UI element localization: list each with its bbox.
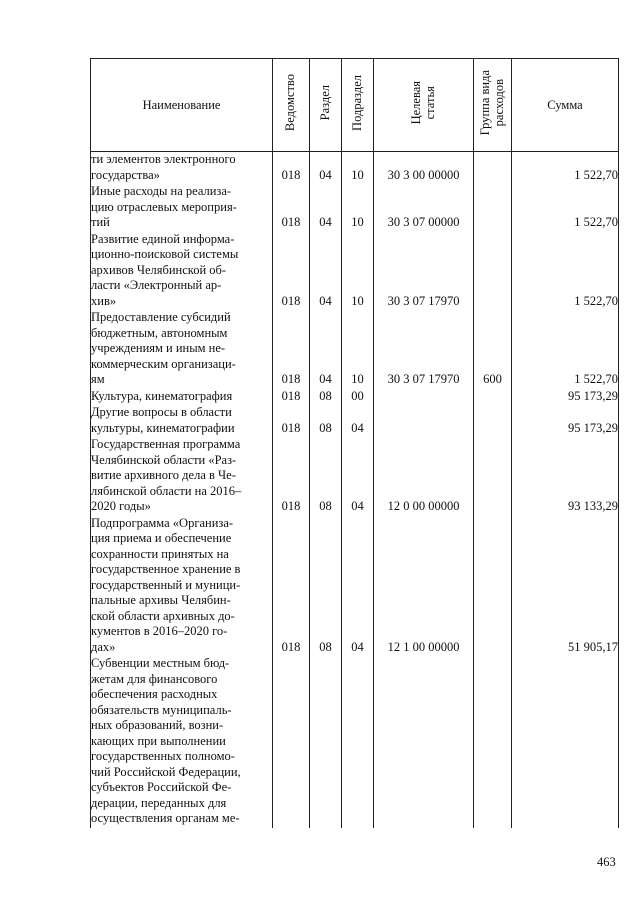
row-name-cell bbox=[91, 232, 273, 311]
row-gruppa-cell bbox=[474, 437, 512, 516]
row-name-cell bbox=[91, 437, 273, 516]
table-row bbox=[91, 389, 619, 406]
row-podrazdel-cell bbox=[342, 656, 374, 828]
row-name-line: ция приема и обеспечение bbox=[91, 531, 232, 545]
table-row bbox=[91, 437, 619, 516]
row-podrazdel-cell: 10 bbox=[342, 232, 374, 311]
row-summa-cell: 1 522,70 bbox=[512, 232, 619, 311]
row-name-line: ти элементов электронного bbox=[91, 152, 236, 166]
row-celevaya-cell: 30 3 07 17970 bbox=[374, 310, 474, 389]
row-name-line: ных образований, возни- bbox=[91, 718, 224, 732]
row-summa-cell: 1 522,70 bbox=[512, 310, 619, 389]
row-ved-cell: 018 bbox=[273, 232, 310, 311]
row-name-line: Другие вопросы в области bbox=[91, 405, 232, 419]
row-summa-cell bbox=[512, 656, 619, 828]
row-name-line: ционно-поисковой системы bbox=[91, 247, 239, 261]
row-razdel-cell: 08 bbox=[310, 516, 342, 657]
row-razdel-cell: 08 bbox=[310, 389, 342, 406]
row-name-line: государственное хранение в bbox=[91, 562, 241, 576]
row-name-line: жетам для финансового bbox=[91, 671, 218, 686]
row-ved-cell: 018 bbox=[273, 310, 310, 389]
row-name-line: обязательств муниципаль- bbox=[91, 702, 232, 717]
row-name-line: кающих при выполнении bbox=[91, 733, 226, 748]
row-gruppa-cell: 600 bbox=[474, 310, 512, 389]
row-celevaya-cell bbox=[374, 656, 474, 828]
row-name-cell bbox=[91, 389, 273, 406]
row-name-line: хив» bbox=[91, 293, 117, 308]
row-ved-cell: 018 bbox=[273, 184, 310, 232]
row-podrazdel-cell: 10 bbox=[342, 184, 374, 232]
row-name-cell bbox=[91, 310, 273, 389]
table-header-row bbox=[91, 59, 619, 152]
row-razdel-cell: 04 bbox=[310, 184, 342, 232]
row-name-line: ской области архивных до- bbox=[91, 608, 235, 623]
row-name-line: дах» bbox=[91, 639, 116, 654]
page-number: 463 bbox=[597, 855, 616, 869]
row-name-line: сохранности принятых на bbox=[91, 546, 229, 561]
row-name-line: культуры, кинематографии bbox=[91, 420, 235, 435]
row-summa-cell: 1 522,70 bbox=[512, 152, 619, 185]
row-name-line: коммерческим организаци- bbox=[91, 356, 236, 371]
row-name-line: цию отраслевых мероприя- bbox=[91, 199, 237, 214]
row-razdel-cell: 04 bbox=[310, 232, 342, 311]
row-name-line: Государственная программа bbox=[91, 437, 241, 451]
row-razdel-cell: 04 bbox=[310, 152, 342, 185]
header-razdel: Раздел bbox=[310, 59, 342, 152]
row-name-line: Развитие единой информа- bbox=[91, 231, 235, 246]
row-podrazdel-cell: 00 bbox=[342, 389, 374, 406]
table-row bbox=[91, 656, 619, 828]
row-gruppa-cell bbox=[474, 152, 512, 185]
row-name-line: чий Российской Федерации, bbox=[91, 764, 241, 779]
row-celevaya-cell: 30 3 00 00000 bbox=[374, 152, 474, 185]
row-name-cell bbox=[91, 656, 273, 828]
row-summa-cell: 95 173,29 bbox=[512, 405, 619, 437]
row-name-line: учреждениям и иным не- bbox=[91, 341, 226, 355]
row-celevaya-cell: 30 3 07 00000 bbox=[374, 184, 474, 232]
row-name-line: Челябинской области «Раз- bbox=[91, 452, 237, 467]
row-gruppa-cell bbox=[474, 516, 512, 657]
table-row bbox=[91, 152, 619, 185]
header-summa: Сумма bbox=[512, 59, 619, 152]
row-name-line: бюджетным, автономным bbox=[91, 325, 228, 340]
row-ved-cell: 018 bbox=[273, 516, 310, 657]
table-row bbox=[91, 310, 619, 389]
row-celevaya-cell bbox=[374, 389, 474, 406]
row-name-line: пальные архивы Челябин- bbox=[91, 593, 231, 607]
row-name-line: витие архивного дела в Че- bbox=[91, 468, 236, 482]
row-name-cell bbox=[91, 152, 273, 185]
header-gruppa bbox=[474, 59, 512, 152]
table-body bbox=[91, 152, 619, 828]
header-name: Наименование bbox=[91, 59, 273, 152]
row-ved-cell: 018 bbox=[273, 437, 310, 516]
header-ved: Ведомство bbox=[273, 59, 310, 152]
table-row bbox=[91, 232, 619, 311]
row-summa-cell: 51 905,17 bbox=[512, 516, 619, 657]
row-name-line: Иные расходы на реализа- bbox=[91, 184, 232, 198]
row-name-line: Субвенции местным бюд- bbox=[91, 656, 230, 670]
row-name-line: ям bbox=[91, 372, 105, 386]
row-razdel-cell: 08 bbox=[310, 437, 342, 516]
row-summa-cell: 1 522,70 bbox=[512, 184, 619, 232]
row-gruppa-cell bbox=[474, 232, 512, 311]
row-name-line: тий bbox=[91, 215, 110, 229]
row-razdel-cell: 04 bbox=[310, 310, 342, 389]
row-name-line: Подпрограмма «Организа- bbox=[91, 515, 234, 530]
row-name-line: 2020 годы» bbox=[91, 499, 151, 513]
row-name-line: архивов Челябинской об- bbox=[91, 262, 227, 277]
table-row bbox=[91, 405, 619, 437]
row-podrazdel-cell: 04 bbox=[342, 437, 374, 516]
row-celevaya-cell: 30 3 07 17970 bbox=[374, 232, 474, 311]
row-razdel-cell bbox=[310, 656, 342, 828]
row-podrazdel-cell: 04 bbox=[342, 405, 374, 437]
row-name-line: осуществления органам ме- bbox=[91, 811, 240, 825]
row-gruppa-cell bbox=[474, 656, 512, 828]
row-name-cell bbox=[91, 516, 273, 657]
row-ved-cell bbox=[273, 656, 310, 828]
row-gruppa-cell bbox=[474, 405, 512, 437]
row-name-line: ласти «Электронный ар- bbox=[91, 278, 222, 292]
row-ved-cell: 018 bbox=[273, 389, 310, 406]
row-ved-cell: 018 bbox=[273, 405, 310, 437]
budget-table bbox=[90, 58, 619, 828]
row-gruppa-cell bbox=[474, 389, 512, 406]
row-name-line: субъектов Российской Фе- bbox=[91, 780, 232, 794]
row-name-line: Предоставление субсидий bbox=[91, 310, 231, 324]
row-ved-cell: 018 bbox=[273, 152, 310, 185]
header-gruppa-text: Группа вида расходов bbox=[477, 70, 506, 136]
row-celevaya-cell: 12 1 00 00000 bbox=[374, 516, 474, 657]
row-name-line: обеспечения расходных bbox=[91, 687, 218, 701]
row-name-line: государства» bbox=[91, 167, 160, 182]
row-name-cell bbox=[91, 405, 273, 437]
row-name-line: государственных полномо- bbox=[91, 749, 235, 763]
table-row bbox=[91, 516, 619, 657]
row-name-line: дерации, переданных для bbox=[91, 795, 227, 810]
header-podrazdel: Подраздел bbox=[342, 59, 374, 152]
row-summa-cell: 95 173,29 bbox=[512, 389, 619, 406]
row-name-line: государственный и муници- bbox=[91, 577, 241, 592]
row-name-line: лябинской области на 2016– bbox=[91, 483, 242, 498]
table-row bbox=[91, 184, 619, 232]
row-razdel-cell: 08 bbox=[310, 405, 342, 437]
row-podrazdel-cell: 04 bbox=[342, 516, 374, 657]
row-podrazdel-cell: 10 bbox=[342, 152, 374, 185]
row-podrazdel-cell: 10 bbox=[342, 310, 374, 389]
header-celevaya-text: Целевая статья bbox=[408, 81, 437, 125]
row-summa-cell: 93 133,29 bbox=[512, 437, 619, 516]
row-name-cell bbox=[91, 184, 273, 232]
row-name-line: кументов в 2016–2020 го- bbox=[91, 624, 228, 638]
row-gruppa-cell bbox=[474, 184, 512, 232]
header-celevaya bbox=[374, 59, 474, 152]
row-name-line: Культура, кинематография bbox=[91, 388, 233, 403]
row-celevaya-cell bbox=[374, 405, 474, 437]
row-celevaya-cell: 12 0 00 00000 bbox=[374, 437, 474, 516]
